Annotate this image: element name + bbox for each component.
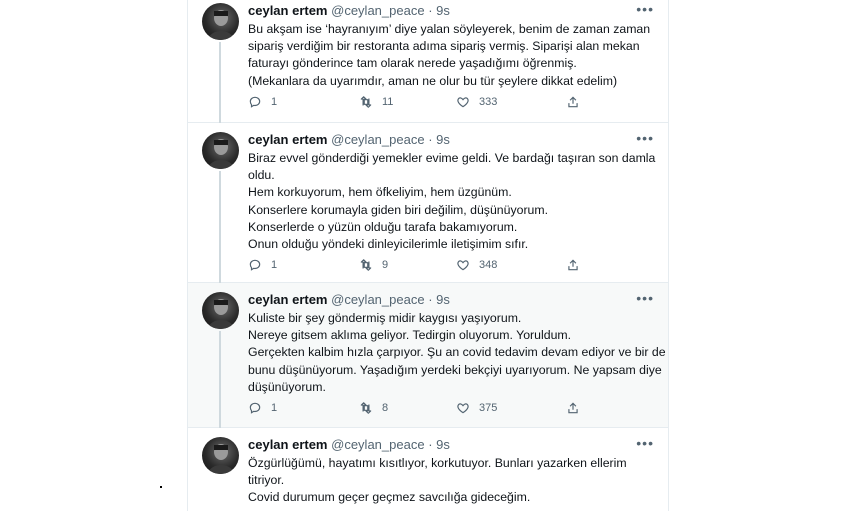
tweet-text-line: Özgürlüğümü, hayatımı kısıtlıyor, korkutuyor. Bunları yazarken ellerim xyxy=(248,456,627,470)
tweet[interactable] xyxy=(188,283,668,428)
tweet-header xyxy=(248,292,450,308)
avatar[interactable] xyxy=(202,437,239,474)
tweet[interactable] xyxy=(188,0,668,123)
more-icon[interactable]: ••• xyxy=(636,130,654,146)
timestamp[interactable]: 9s xyxy=(436,3,450,18)
heart-icon xyxy=(456,95,470,109)
display-name[interactable]: ceylan ertem xyxy=(248,292,328,307)
avatar[interactable] xyxy=(202,132,239,169)
user-handle[interactable]: @ceylan_peace xyxy=(331,292,425,307)
tweet-text xyxy=(248,150,658,253)
tweet-header xyxy=(248,437,450,453)
retweet-button[interactable] xyxy=(359,401,388,415)
tweet-text xyxy=(248,310,666,396)
tweet-text-line: Kuliste bir şey göndermiş midir kaygısı yaşıyorum. xyxy=(248,311,522,325)
reply-count: 1 xyxy=(271,402,278,414)
reply-count: 1 xyxy=(271,96,278,108)
like-button[interactable] xyxy=(456,401,497,415)
separator: · xyxy=(428,132,433,147)
tweet-text-line: faturayı gönderince tam olarak nerede yaşadığımı öğrenmiş. xyxy=(248,56,577,71)
user-handle[interactable]: @ceylan_peace xyxy=(331,132,425,147)
tweet-header xyxy=(248,132,450,148)
timestamp[interactable]: 9s xyxy=(436,292,450,307)
separator: · xyxy=(428,437,433,452)
retweet-icon xyxy=(359,95,373,109)
tweet-text-line: Nereye gitsem aklıma geliyor. Tedirgin oluyorum. Yoruldum. xyxy=(248,328,572,343)
tweet-actions xyxy=(248,258,608,276)
timestamp[interactable]: 9s xyxy=(436,437,450,452)
share-button[interactable] xyxy=(566,95,580,109)
display-name[interactable]: ceylan ertem xyxy=(248,132,328,147)
tweet-text-line: bunu düşünüyorum. Yaşadığım yerdeki bekçiyi uyarıyorum. Ne yapsam diye xyxy=(248,362,662,377)
reply-icon xyxy=(248,258,262,272)
thread-connector xyxy=(219,42,221,126)
share-button[interactable] xyxy=(566,258,580,272)
tweet-text-line: Hem korkuyorum, hem öfkeliyim, hem üzgünüm. xyxy=(248,185,512,200)
reply-icon xyxy=(248,95,262,109)
share-button[interactable] xyxy=(566,401,580,415)
heart-icon xyxy=(456,401,470,415)
tweet-text-line: sipariş verdiğim bir restoranta adıma sipariş vermiş. Siparişi alan mekan xyxy=(248,39,640,54)
retweet-button[interactable] xyxy=(359,258,388,272)
tweet-text-line: oldu. xyxy=(248,168,275,183)
tweet[interactable] xyxy=(188,123,668,283)
retweet-count: 8 xyxy=(382,402,389,414)
reply-button[interactable] xyxy=(248,401,277,415)
retweet-count: 11 xyxy=(382,96,394,108)
tweet[interactable] xyxy=(188,428,668,511)
tweet-text-line: titriyor. xyxy=(248,473,285,488)
tweet-text-line: Gerçekten kalbim hızla çarpıyor. Şu an covid tedavim devam ediyor ve bir de xyxy=(248,345,666,360)
retweet-count: 9 xyxy=(382,259,389,271)
tweet-text-line: (Mekanlara da uyarımdır, aman ne olur bu tür şeylere dikkat edelim) xyxy=(248,73,618,88)
separator: · xyxy=(428,292,433,307)
heart-icon xyxy=(456,258,470,272)
more-icon[interactable]: ••• xyxy=(636,290,654,306)
tweet-text-line: Biraz evvel gönderdiği yemekler evime geldi. Ve bardağı taşıran son damla xyxy=(248,151,656,165)
display-name[interactable]: ceylan ertem xyxy=(248,3,328,18)
like-count: 333 xyxy=(479,96,498,108)
tweet-text-line: Konserlere korumayla giden biri değilim, düşünüyorum. xyxy=(248,202,549,217)
tweet-text-line: Bu akşam ise ‘hayranıyım’ diye yalan söyleyerek, benim de zaman zaman xyxy=(248,22,651,36)
user-handle[interactable]: @ceylan_peace xyxy=(331,3,425,18)
retweet-button[interactable] xyxy=(359,95,393,109)
display-name[interactable]: ceylan ertem xyxy=(248,437,328,452)
share-icon xyxy=(566,401,580,415)
user-handle[interactable]: @ceylan_peace xyxy=(331,437,425,452)
avatar[interactable] xyxy=(202,3,239,40)
tweet-text-line: düşünüyorum. xyxy=(248,379,326,394)
like-count: 375 xyxy=(479,402,498,414)
thread-connector xyxy=(219,171,221,283)
like-count: 348 xyxy=(479,259,498,271)
retweet-icon xyxy=(359,401,373,415)
reply-count: 1 xyxy=(271,259,278,271)
reply-icon xyxy=(248,401,262,415)
retweet-icon xyxy=(359,258,373,272)
stray-dot xyxy=(160,486,162,488)
tweet-actions xyxy=(248,401,608,419)
more-icon[interactable]: ••• xyxy=(636,435,654,451)
reply-button[interactable] xyxy=(248,258,277,272)
tweet-text xyxy=(248,21,658,90)
share-icon xyxy=(566,95,580,109)
like-button[interactable] xyxy=(456,258,497,272)
tweet-actions xyxy=(248,95,608,113)
timestamp[interactable]: 9s xyxy=(436,132,450,147)
tweet-text-line: Konserlerde o yüzün olduğu tarafa bakamıyorum. xyxy=(248,219,518,234)
tweet-text-line: Onun olduğu yöndeki dinleyicilerimle iletişimim sıfır. xyxy=(248,237,529,252)
reply-button[interactable] xyxy=(248,95,277,109)
tweet-text xyxy=(248,455,658,507)
separator: · xyxy=(428,3,433,18)
thread-connector xyxy=(219,331,221,428)
tweet-header xyxy=(248,3,450,19)
tweet-thread xyxy=(187,0,669,511)
tweet-text-line: Covid durumum geçer geçmez savcılığa gideceğim. xyxy=(248,490,531,505)
avatar[interactable] xyxy=(202,292,239,329)
like-button[interactable] xyxy=(456,95,497,109)
share-icon xyxy=(566,258,580,272)
more-icon[interactable]: ••• xyxy=(636,1,654,17)
